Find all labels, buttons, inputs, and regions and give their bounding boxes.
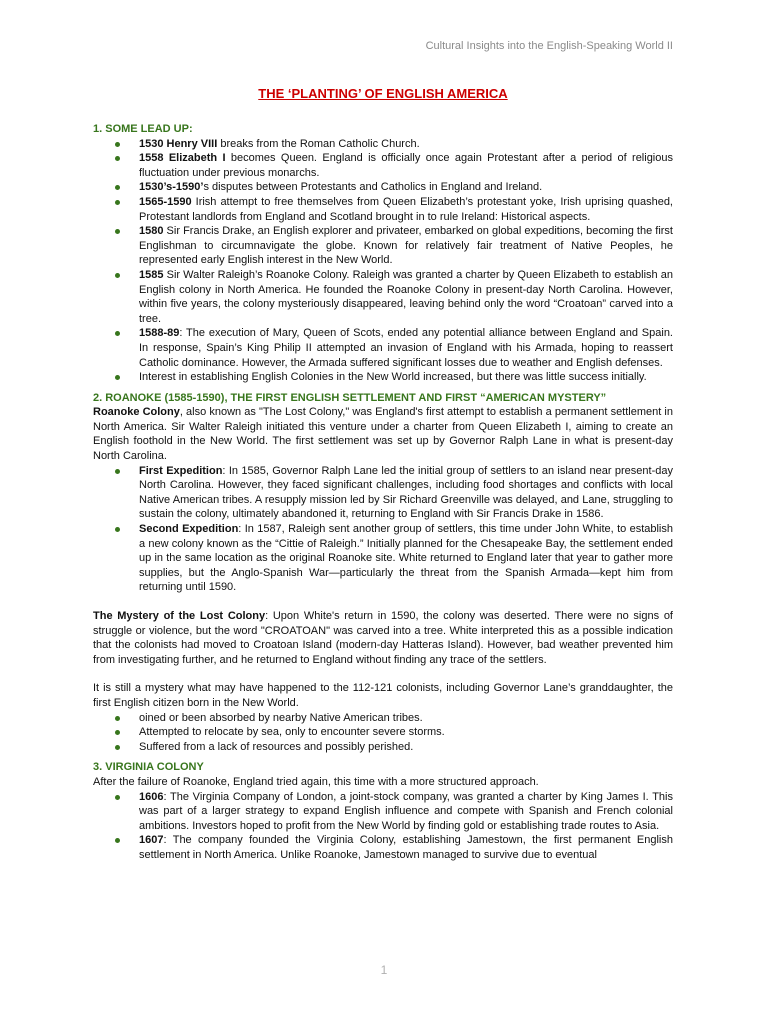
- list-item: Suffered from a lack of resources and possibly perished.: [93, 740, 673, 755]
- roanoke-intro: Roanoke Colony, also known as "The Lost Colony," was England's first attempt to establish a permanent settlement in North America. Sir Walter Raleigh initiated this venture under a charter from Queen Elizabeth I, aiming to create an English foothold in the New World. The first settlement was set up by Governor Ralph Lane in what is present-day North Carolina.: [93, 406, 673, 463]
- document-body: [93, 86, 673, 863]
- document-title: THE ‘PLANTING’ OF ENGLISH AMERICA: [258, 86, 508, 101]
- list-item: 1580 Sir Francis Drake, an English explorer and privateer, embarked on global expeditions, becoming the first Englishman to circumnavigate the globe. Known for relatively fair treatment of Native Peoples, he represented early English interest in the New World.: [93, 224, 673, 268]
- lead-up-list: [93, 137, 673, 385]
- list-item: 1607: The company founded the Virginia Colony, establishing Jamestown, the first permanent English settlement in North America. Unlike Roanoke, Jamestown managed to survive due to eventual: [93, 833, 673, 862]
- section-heading-virginia: 3. VIRGINIA COLONY: [93, 761, 204, 774]
- expeditions-list: [93, 464, 673, 595]
- still-mystery-paragraph: It is still a mystery what may have happened to the 112-121 colonists, including Governor Lane’s granddaughter, the first English citizen born in the New World.: [93, 682, 673, 709]
- list-item: 1558 Elizabeth I becomes Queen. England is officially once again Protestant after a period of religious fluctuation under previous monarchs.: [93, 151, 673, 180]
- theories-list: [93, 711, 673, 755]
- list-item: First Expedition: In 1585, Governor Ralph Lane led the initial group of settlers to an island near present-day North Carolina. However, they faced significant challenges, including food shortages and conflicts with local Native American tribes. A resupply mission led by Sir Richard Greenville was delayed, and Lane, struggling to sustain the colony, ultimately abandoned it, returning to England with Sir Francis Drake in 1586.: [93, 464, 673, 522]
- list-item: 1530 Henry VIII breaks from the Roman Catholic Church.: [93, 137, 673, 152]
- virginia-intro: After the failure of Roanoke, England tried again, this time with a more structured approach.: [93, 775, 539, 788]
- section-heading-roanoke: 2. ROANOKE (1585-1590), THE FIRST ENGLISH SETTLEMENT AND FIRST “AMERICAN MYSTERY”: [93, 391, 607, 404]
- page-number: 1: [380, 963, 388, 977]
- list-item: 1606: The Virginia Company of London, a joint-stock company, was granted a charter by King James I. This was part of a larger strategy to expand English influence and compete with Spanish and French colonial ambitions. Investors hoped to profit from the New World by finding gold or establishing trade routes to Asia.: [93, 790, 673, 834]
- list-item: 1530’s-1590’s disputes between Protestants and Catholics in England and Ireland.: [93, 180, 673, 195]
- running-header: Cultural Insights into the English-Speaking World II: [425, 40, 673, 52]
- mystery-paragraph: The Mystery of the Lost Colony: Upon White's return in 1590, the colony was deserted. There were no signs of struggle or violence, but the word "CROATOAN" was carved into a tree. White interpreted this as a possible indication that the colonists had moved to Croatoan Island (modern-day Hatteras Island). However, bad weather prevented him from investigating further, and he returned to England without finding any trace of the settlers.: [93, 610, 673, 666]
- virginia-list: [93, 790, 673, 863]
- section-heading-lead-up: 1. SOME LEAD UP:: [93, 123, 193, 135]
- list-item: 1565-1590 Irish attempt to free themselves from Queen Elizabeth’s protestant yoke, Irish uprising quashed, Protestant landlords from England and Scotland brought in to rule Ireland: Historical aspects.: [93, 195, 673, 224]
- list-item: oined or been absorbed by nearby Native American tribes.: [93, 711, 673, 726]
- list-item: 1585 Sir Walter Raleigh’s Roanoke Colony. Raleigh was granted a charter by Queen Elizabeth to establish an English colony in North America. He founded the Roanoke Colony in present-day North Carolina. However, within five years, the colony mysteriously disappeared, leaving behind only the word “Croatoan” carved into a tree.: [93, 268, 673, 326]
- list-item: Interest in establishing English Colonies in the New World increased, but there was little success initially.: [93, 370, 673, 385]
- list-item: Attempted to relocate by sea, only to encounter severe storms.: [93, 725, 673, 740]
- list-item: 1588-89: The execution of Mary, Queen of Scots, ended any potential alliance between England and Spain. In response, Spain’s King Philip II attempted an invasion of England with his Armada, hoping to reassert Catholic dominance. However, the Armada suffered significant losses due to weather and English defenses.: [93, 326, 673, 370]
- list-item: Second Expedition: In 1587, Raleigh sent another group of settlers, this time under John White, to establish a new colony known as the “Cittie of Raleigh.” Initially planned for the Chesapeake Bay, the settlement ended up in the same location as the original Roanoke site. White returned to England later that year to gather more supplies, but the Anglo-Spanish War—particularly the threat from the Spanish Armada—kept him from returning until 1590.: [93, 522, 673, 595]
